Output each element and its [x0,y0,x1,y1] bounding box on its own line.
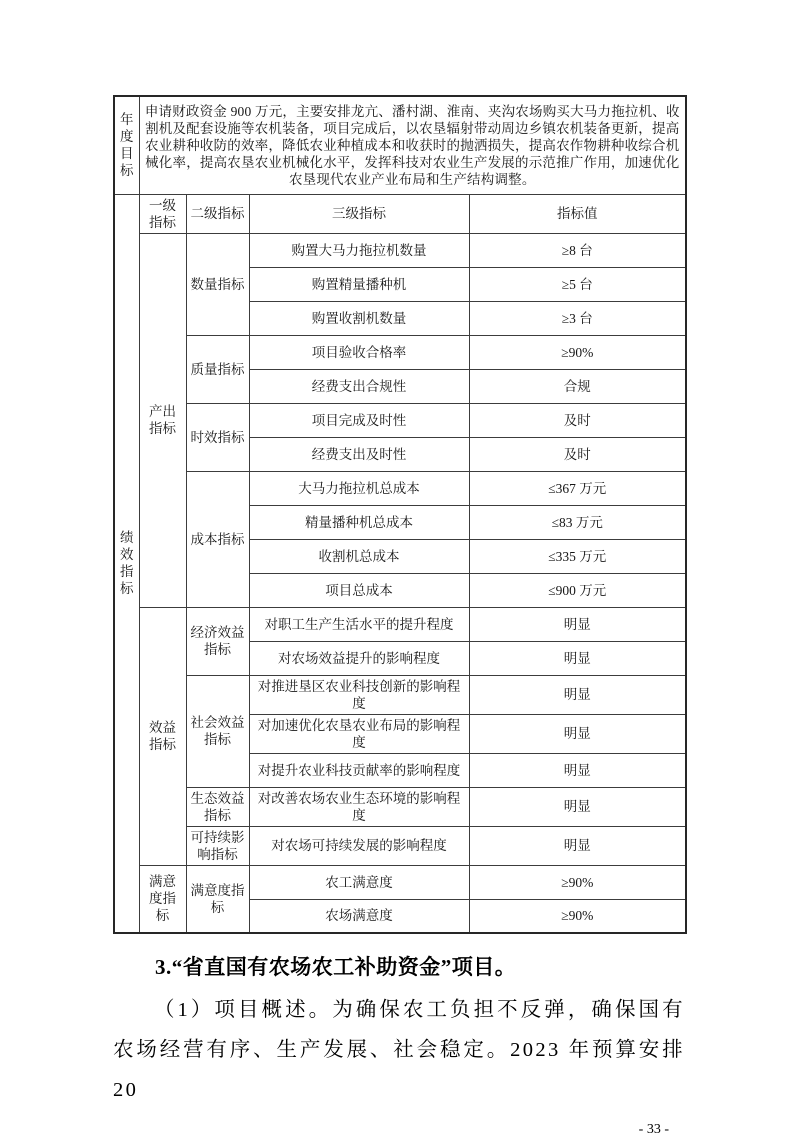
indicator-name-cell: 对加速优化农垦农业布局的影响程度 [249,714,469,753]
indicator-row [114,607,686,641]
section-heading: 3.“省直国有农场农工补助资金”项目。 [155,955,517,979]
level2-timeliness: 时效指标 [186,403,249,471]
indicator-row [114,826,686,865]
header-level3: 三级指标 [249,194,469,233]
indicator-name-cell: 精量播种机总成本 [249,505,469,539]
perf-row-label: 绩效指标 [114,194,139,933]
indicator-name-cell: 对改善农场农业生态环境的影响程度 [249,787,469,826]
indicator-name-cell: 农工满意度 [249,865,469,899]
indicator-value-cell: ≥90% [469,335,686,369]
indicator-name-cell: 项目验收合格率 [249,335,469,369]
page-number: - 33 - [638,1122,669,1137]
indicator-name-cell: 购置精量播种机 [249,267,469,301]
level2-economic: 经济效益指标 [186,607,249,675]
indicator-name-cell: 对提升农业科技贡献率的影响程度 [249,753,469,787]
indicator-value-cell: 及时 [469,403,686,437]
indicator-name-cell: 购置收割机数量 [249,301,469,335]
header-level1: 一级指标 [139,194,186,233]
indicator-value-cell: ≤83 万元 [469,505,686,539]
indicator-name-cell: 购置大马力拖拉机数量 [249,233,469,267]
indicator-name-cell: 对推进垦区农业科技创新的影响程度 [249,675,469,714]
annual-goal-label: 年度目标 [114,96,139,194]
header-value: 指标值 [469,194,686,233]
indicator-value-cell: ≤367 万元 [469,471,686,505]
performance-indicator-table [113,95,687,934]
indicator-value-cell: 明显 [469,641,686,675]
indicator-value-cell: ≤335 万元 [469,539,686,573]
indicator-value-cell: 明显 [469,714,686,753]
indicator-name-cell: 对农场可持续发展的影响程度 [249,826,469,865]
indicator-row [114,403,686,437]
indicator-row [114,233,686,267]
level2-satisfaction: 满意度指标 [186,865,249,933]
indicator-value-cell: ≤900 万元 [469,573,686,607]
indicator-name-cell: 对职工生产生活水平的提升程度 [249,607,469,641]
indicator-value-cell: 明显 [469,753,686,787]
indicator-value-cell: 明显 [469,787,686,826]
level2-ecological: 生态效益指标 [186,787,249,826]
header-level2: 二级指标 [186,194,249,233]
level2-social: 社会效益指标 [186,675,249,787]
level2-cost: 成本指标 [186,471,249,607]
indicator-name-cell: 对农场效益提升的影响程度 [249,641,469,675]
indicator-name-cell: 农场满意度 [249,899,469,933]
indicator-value-cell: ≥90% [469,899,686,933]
indicator-value-cell: 明显 [469,675,686,714]
level1-satisfaction: 满意度指标 [139,865,186,933]
level1-output: 产出指标 [139,233,186,607]
section-paragraph: （1）项目概述。为确保农工负担不反弹，确保国有农场经营有序、生产发展、社会稳定。2023 年预算安排 20 [113,999,685,1101]
annual-goal-text: 申请财政资金 900 万元，主要安排龙亢、潘村湖、淮南、夹沟农场购买大马力拖拉机、收割机及配套设施等农机装备，项目完成后，以农垦辐射带动周边乡镇农机装备更新，提高农业耕种收防的效率，降低农业种植成本和收获时的抛洒损失，提高农作物耕种收综合机械化率，提高农垦农业机械化水平，发挥科技对农业生产发展的示范推广作用，加速优化农垦现代农业产业布局和生产结构调整。 [139,96,686,194]
indicator-row [114,335,686,369]
indicator-value-cell: 及时 [469,437,686,471]
indicator-value-cell: 合规 [469,369,686,403]
level2-sustainable: 可持续影响指标 [186,826,249,865]
indicator-value-cell: ≥5 台 [469,267,686,301]
indicator-row [114,865,686,899]
indicator-row [114,471,686,505]
indicator-name-cell: 大马力拖拉机总成本 [249,471,469,505]
indicator-name-cell: 项目完成及时性 [249,403,469,437]
indicator-name-cell: 经费支出及时性 [249,437,469,471]
indicator-value-cell: 明显 [469,826,686,865]
table-header-row [114,194,686,233]
level2-quantity: 数量指标 [186,233,249,335]
indicator-value-cell: 明显 [469,607,686,641]
indicator-value-cell: ≥3 台 [469,301,686,335]
annual-goal-row [114,96,686,194]
level1-benefit: 效益指标 [139,607,186,865]
indicator-row [114,787,686,826]
indicator-row [114,675,686,714]
indicator-value-cell: ≥90% [469,865,686,899]
indicator-value-cell: ≥8 台 [469,233,686,267]
level2-quality: 质量指标 [186,335,249,403]
indicator-name-cell: 经费支出合规性 [249,369,469,403]
indicator-name-cell: 项目总成本 [249,573,469,607]
indicator-name-cell: 收割机总成本 [249,539,469,573]
